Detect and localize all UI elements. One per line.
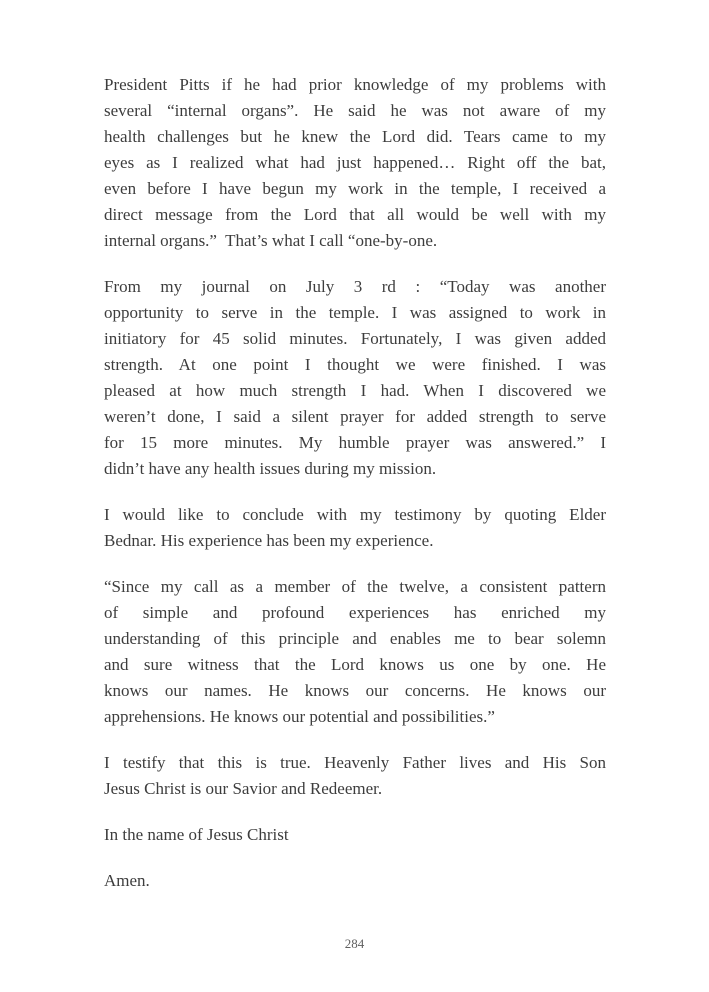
text-line: internal organs.” That’s what I call “one-by-one. — [104, 231, 438, 250]
text-line: knows our names. He knows our concerns. He knows our — [104, 681, 606, 700]
text-line: I testify that this is true. Heavenly Father lives and His Son — [104, 753, 606, 772]
text-line: “Since my call as a member of the twelve, a consistent pattern — [104, 577, 606, 596]
page-number: 284 — [344, 936, 365, 951]
text-line: pleased at how much strength I had. When I discovered we — [104, 381, 606, 400]
text-line: Bednar. His experience has been my experience. — [104, 531, 434, 550]
text-line: Amen. — [104, 871, 150, 890]
text-line: for 15 more minutes. My humble prayer was answered.” I — [104, 433, 606, 452]
text-line: several “internal organs”. He said he was not aware of my — [104, 101, 606, 120]
text-line: eyes as I realized what had just happened… Right off the bat, — [104, 153, 606, 172]
text-line: didn’t have any health issues during my mission. — [104, 459, 437, 478]
text-line: weren’t done, I said a silent prayer for added strength to serve — [104, 407, 606, 426]
text-line: Jesus Christ is our Savior and Redeemer. — [104, 779, 383, 798]
paragraph — [104, 822, 606, 848]
paragraph — [104, 502, 606, 554]
text-line: direct message from the Lord that all would be well with my — [104, 205, 606, 224]
paragraph — [104, 868, 606, 894]
text-line: In the name of Jesus Christ — [104, 825, 289, 844]
text-line: opportunity to serve in the temple. I was assigned to work in — [104, 303, 606, 322]
paragraph — [104, 574, 606, 730]
text-line: I would like to conclude with my testimony by quoting Elder — [104, 505, 606, 524]
text-line: apprehensions. He knows our potential and possibilities.” — [104, 707, 495, 726]
paragraph — [104, 750, 606, 802]
text-line: strength. At one point I thought we were finished. I was — [104, 355, 606, 374]
text-line: of simple and profound experiences has enriched my — [104, 603, 606, 622]
text-line: health challenges but he knew the Lord did. Tears came to my — [104, 127, 606, 146]
paragraph — [104, 72, 606, 254]
text-line: even before I have begun my work in the temple, I received a — [104, 179, 606, 198]
text-line: initiatory for 45 solid minutes. Fortunately, I was given added — [104, 329, 606, 348]
paragraph — [104, 274, 606, 482]
body-text — [104, 72, 606, 894]
text-line: understanding of this principle and enables me to bear solemn — [104, 629, 606, 648]
text-line: and sure witness that the Lord knows us one by one. He — [104, 655, 606, 674]
text-line: From my journal on July 3 rd : “Today was another — [104, 277, 606, 296]
text-line: President Pitts if he had prior knowledge of my problems with — [104, 75, 606, 94]
